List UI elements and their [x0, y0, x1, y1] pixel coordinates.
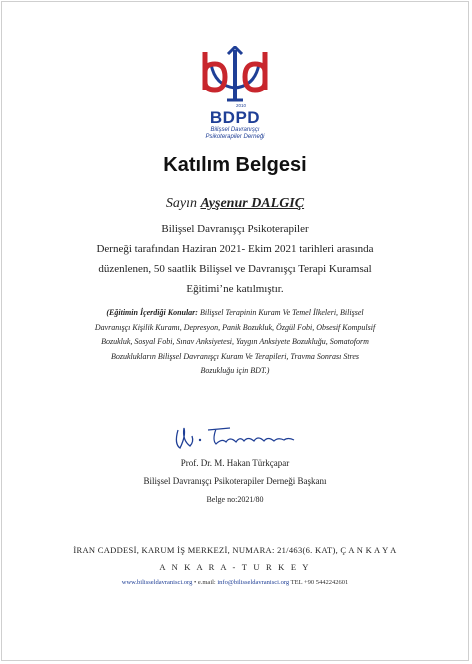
body-line-1: Bilişsel Davranışçı Psikoterapiler — [161, 223, 309, 235]
email-link[interactable]: info@bilisseldavranisci.org — [217, 579, 290, 586]
body-line-4: Eğitimi’ne katılmıştır. — [186, 283, 284, 295]
certificate-number: Belge no:2021/80 — [206, 495, 264, 504]
recipient-name: Ayşenur DALGIÇ — [200, 196, 305, 211]
certificate-title: Katılım Belgesi — [163, 154, 307, 176]
training-topics — [48, 306, 422, 379]
topics-line-4: Bozuklukların Bilişsel Davranışçı Kuram Ve Terapileri, Travma Sonrası Stres — [110, 351, 360, 361]
recipient — [2, 196, 468, 212]
topics-line-3: Bozukluk, Sosyal Fobi, Sınav Anksiyetesi, Yaygın Anksiyete Bozukluğu, Somatoform — [101, 337, 369, 346]
topics-line-1: (Eğitimin İçerdiği Konular: Bilişsel Terapinin Kuram Ve Temel İlkeleri, Bilişsel — [106, 308, 364, 317]
logo-abbreviation: BDPD — [209, 108, 261, 127]
website-link[interactable]: www.bilisseldavranisci.org — [121, 579, 193, 586]
certificate-page — [1, 1, 469, 661]
topics-heading: (Eğitimin İçerdiği Konular: — [106, 308, 198, 317]
topics-line-5: Bozukluğu için BDT.) — [200, 366, 270, 375]
certificate-body — [58, 219, 412, 299]
logo-year: 2010 — [235, 103, 246, 108]
topics-line-2: Davranışçı Kişilik Kuramı, Depresyon, Panik Bozukluk, Özgül Fobi, Obsesif Kompulsif — [94, 322, 376, 332]
signatory-name: Prof. Dr. M. Hakan Türkçapar — [180, 458, 290, 468]
footer-city: A N K A R A - T U R K E Y — [159, 562, 311, 572]
logo-subtitle-line1: Bilişsel Davranışçı — [210, 127, 260, 133]
recipient-salutation: Sayın — [165, 196, 197, 211]
signatory-role: Bilişsel Davranışçı Psikoterapiler Derneği Başkanı — [143, 476, 327, 486]
body-line-2: Derneği tarafından Haziran 2021- Ekim 2021 tarihleri arasında — [96, 243, 374, 255]
psi-logo-icon — [199, 46, 271, 104]
footer-address: İRAN CADDESİ, KARUM İŞ MERKEZİ, NUMARA: 21/463(6. KAT), Ç A N K A Y A — [73, 545, 397, 555]
logo-subtitle-line2: Psikoterapiler Derneği — [205, 134, 265, 140]
phone-number: TEL +90 5442242601 — [290, 579, 349, 586]
bdpd-logo — [2, 46, 468, 109]
email-label: • e.mail: — [193, 579, 216, 586]
body-line-3: düzenlenen, 50 saatlik Bilişsel ve Davranışçı Terapi Kuramsal — [98, 263, 372, 275]
footer-contact — [2, 579, 468, 586]
signature-image — [2, 422, 468, 459]
